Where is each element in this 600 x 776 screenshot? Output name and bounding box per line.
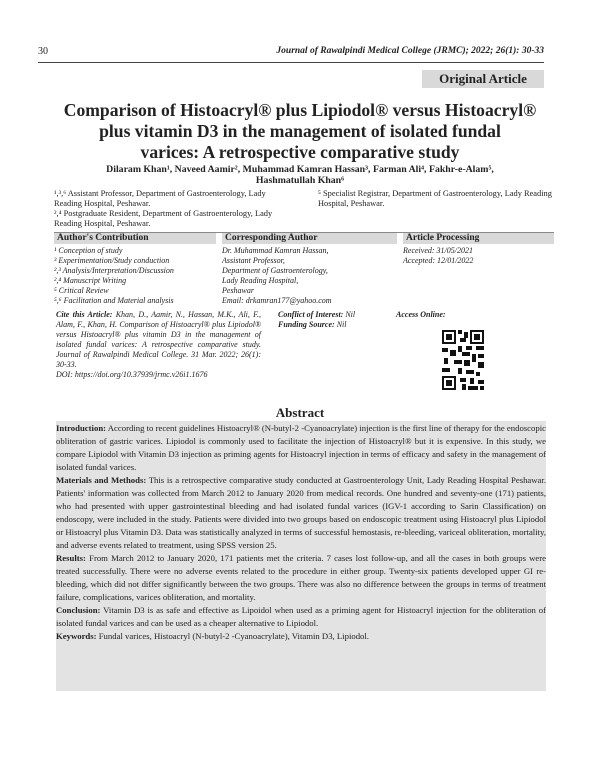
contribution-item: ⁵,⁶ Facilitation and Material analysis [54,296,174,305]
processing-heading: Article Processing [403,233,554,244]
contribution-heading: Author's Contribution [54,233,216,244]
affiliation: ²,⁴ Postgraduate Resident, Department of Gastroenterology, Lady Reading Hospital, Peshawar. [54,209,273,228]
abstract-results [56,552,546,604]
corresponding-heading: Corresponding Author [222,233,397,244]
accepted-row [403,256,554,266]
conflict-value: Nil [345,310,356,319]
section-text: Fundal varices, Histoacryl (N-butyl-2 -Cyanoacrylate), Vitamin D3, Lipiodol. [98,631,369,641]
section-label: Results: [56,553,86,563]
affiliations-left [54,189,294,229]
title-line: plus vitamin D3 in the management of isolated fundal [99,121,501,141]
conflict-row [278,310,393,320]
citation-block [56,310,261,380]
citation-text: Khan, D., Aamir, N., Hassan, M.K., Ali, F., Alam, F., Khan, H. Comparison of Histoacryl® plus Lipiodol® versus Histoacryl® plus vitamin D3 in the management of isolated fundal varices: A retrospective comparative study. Journal of Rawalpindi Medical College. 31 Mar. 2022; 26(1): 30-33. [56,310,261,369]
received-row [403,246,554,256]
authors-line: Dilaram Khan¹, Naveed Aamir², Muhammad Kamran Hassan³, Farman Ali⁴, Fakhr-e-Alam⁵, [106,164,494,175]
affiliations-right [318,189,558,209]
corresponding-line: Peshawar [222,286,254,295]
corresponding-line: Department of Gastroenterology, [222,266,328,275]
abstract-keywords [56,630,546,643]
page-number: 30 [38,46,48,57]
corresponding-column [222,233,397,306]
abstract-heading: Abstract [275,405,325,420]
journal-header: Journal of Rawalpindi Medical College (JRMC); 2022; 26(1): 30-33 [276,46,544,56]
section-text: Vitamin D3 is as safe and effective as Lipoidol when used as a priming agent for Histoacryl injection for the obliteration of isolated fundal varices and can be used as a cheaper alternative to Lipiodol. [56,605,547,628]
qr-code-icon[interactable] [442,330,484,390]
abstract-conclusion [56,604,546,630]
affiliation: ¹,³,⁶ Assistant Professor, Department of Gastroenterology, Lady Reading Hospital, Peshawar. [54,189,266,208]
received-date: 31/05/2021 [436,246,473,255]
disclosures [278,310,393,330]
authors-line: Hashmatullah Khan⁶ [255,175,345,186]
corresponding-line: Lady Reading Hospital, [222,276,299,285]
contribution-item: ³ Experimentation/Study conduction [54,256,170,265]
article-info-table [54,232,554,305]
title-line: varices: A retrospective comparative study [140,142,460,162]
accepted-date: 12/01/2022 [436,256,474,265]
affiliation: ⁵ Specialist Registrar, Department of Gastroenterology, Lady Reading Hospital, Peshawar. [318,189,552,208]
contribution-item: ²,³ Analysis/Interpretation/Discussion [54,266,174,275]
contribution-item: ¹ Conception of study [54,246,123,255]
contribution-item: ²,⁴ Manuscript Writing [54,276,127,285]
section-label: Conclusion: [56,605,101,615]
abstract-introduction [56,422,546,474]
contribution-column [54,233,216,306]
section-text: According to recent guidelines Histoacryl® (N-butyl-2 -Cyanoacrylate) injection is the first line of therapy for the endoscopic obliteration of gastric varices. Lipiodol is commonly used to facilitate the injection of Histoacryl® but it is expensive. In this study, we compare Lipiodol with Vitamin D3 injection as priming agents for Histoacryl injection in terms of efficacy and safety in the management of isolated fundal varices. [56,423,546,472]
article-type-badge: Original Article [422,70,544,88]
corresponding-email: Email: drkamran177@yahoo.com [222,296,332,305]
section-text: This is a retrospective comparative study conducted at Gastroenterology Unit, Lady Reading Hospital Peshawar. Patients' information was collected from March 2012 to January 2020 from medical records. One hundred and seventy-one (171) patients, who had presented with upper gastrointestinal bleeding and had isolated fundal varices (IGV-1 according to Sarin Classification) on endoscopy, were included in the study. Patients were divided into two groups based on endoscopic treatment using Histoacryl plus Lipiodol or Histoacryl plus Vitamin D3. Data was statistically analyzed in terms of successful hemostasis, re-bleeding, variceal obliteration, mortality, and adverse events related to treatment, using SPSS version 25. [56,475,547,550]
header-rule [38,62,544,63]
processing-column [403,233,554,266]
article-title [40,100,560,163]
corresponding-line: Assistant Professor, [222,256,285,265]
author-list [40,164,560,186]
funding-label: Funding Source: [278,320,335,329]
section-label: Keywords: [56,631,97,641]
corresponding-line: Dr. Muhammad Kamran Hassan, [222,246,329,255]
contribution-item: ⁵ Critical Review [54,286,109,295]
abstract-methods [56,474,546,552]
abstract-body [56,422,546,643]
section-text: From March 2012 to January 2020, 171 patients met the criteria. 7 cases lost follow-up, and all the cases in both groups were treated successfully. There were no adverse events related to the procedure in either group. Twenty-six patients developed upper GI re-bleeding, which did not differ significantly between the two groups. There was also no difference between the groups in terms of treatment failure, complications, varices obliteration, and mortality. [56,553,546,602]
doi-link[interactable]: DOI: https://doi.org/10.37939/jrmc.v26i1.1676 [56,370,208,379]
funding-value: Nil [336,320,347,329]
section-label: Materials and Methods: [56,475,147,485]
conflict-label: Conflict of Interest: [278,310,344,319]
funding-row [278,320,393,330]
section-label: Introduction: [56,423,107,433]
accepted-label: Accepted: [403,256,435,265]
access-online-label: Access Online: [396,310,446,319]
received-label: Received: [403,246,435,255]
citation-label: Cite this Article: [56,310,113,319]
title-line: Comparison of Histoacryl® plus Lipiodol® versus Histoacryl® [63,100,537,120]
